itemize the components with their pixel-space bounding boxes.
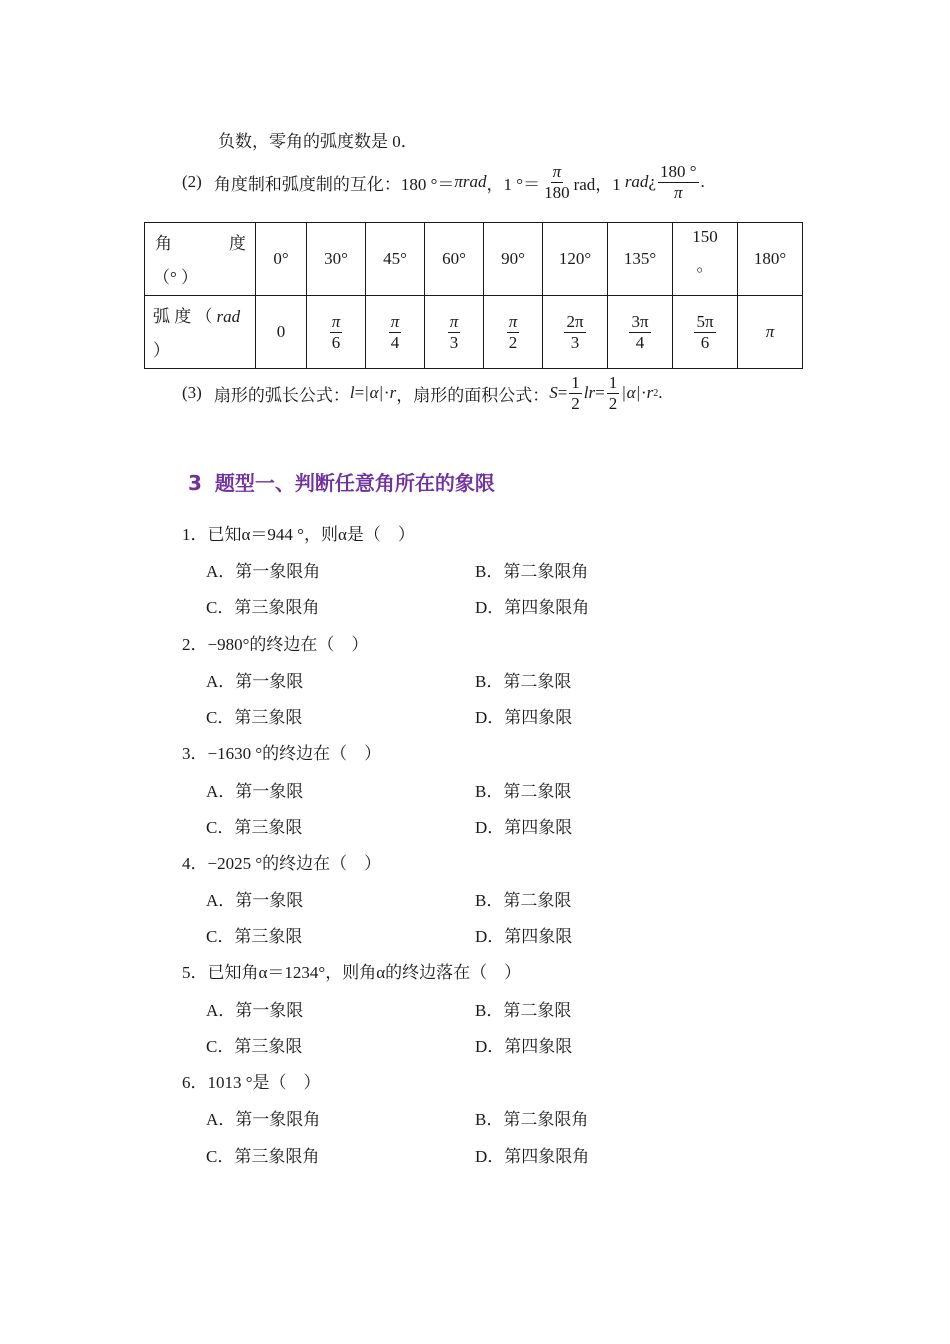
- abs-bar: |: [379, 383, 383, 403]
- radian-cell: π: [738, 296, 803, 369]
- frac-numerator: 180 °: [659, 162, 697, 181]
- frac-denominator: 3: [449, 332, 459, 352]
- frac-numerator: 2π: [566, 311, 584, 331]
- var-alpha: α: [369, 383, 379, 403]
- option-d[interactable]: D．第四象限: [475, 1037, 573, 1056]
- radian-header-paren: ）: [153, 341, 170, 360]
- dot-operator: ·: [383, 383, 390, 403]
- conversion-text: 角度制和弧度制的互化：180 °＝: [213, 174, 455, 194]
- degree-cell: 0°: [256, 223, 307, 296]
- option-a[interactable]: A．第一象限: [206, 782, 304, 801]
- degree-cell: 180°: [738, 223, 803, 296]
- var-l: l: [349, 383, 355, 403]
- degree-cell: 135°: [608, 223, 673, 296]
- frac-numerator: π: [508, 311, 518, 331]
- conversion-comma: ，1 °＝: [486, 174, 541, 194]
- intro-line: 负数，零角的弧度数是 0．: [218, 132, 418, 151]
- degree-cell: 30°: [307, 223, 366, 296]
- degree-cell: 60°: [425, 223, 484, 296]
- radian-cell: [484, 296, 543, 369]
- frac-numerator: π: [552, 162, 562, 181]
- degree-cell: 45°: [366, 223, 425, 296]
- question-stem: 2．−980°的终边在（ ）: [182, 635, 369, 654]
- frac-numerator: 1: [571, 373, 580, 392]
- radian-header: [145, 296, 256, 369]
- degree-radian-table: [144, 222, 803, 369]
- frac-denominator: 2: [508, 332, 518, 352]
- option-b[interactable]: B．第二象限: [475, 891, 572, 910]
- degree-header: [145, 223, 256, 296]
- var-lr: lr: [583, 383, 596, 403]
- option-c[interactable]: C．第三象限: [206, 708, 303, 727]
- abs-bar: |: [622, 383, 626, 403]
- item-label: (3): [182, 383, 202, 403]
- option-a[interactable]: A．第一象限: [206, 672, 304, 691]
- option-d[interactable]: D．第四象限: [475, 708, 573, 727]
- radian-row: [145, 296, 803, 369]
- abs-bar: |: [636, 383, 640, 403]
- radian-header-unit: rad: [216, 307, 241, 326]
- frac-denominator: 180: [544, 182, 570, 202]
- one-half: [569, 374, 582, 413]
- arc-length-label: 扇形的弧长公式：: [213, 385, 350, 405]
- frac-numerator: 3π: [631, 311, 649, 331]
- degree-cell: 90°: [484, 223, 543, 296]
- degree-cell: [673, 223, 738, 296]
- option-d[interactable]: D．第四象限角: [475, 1147, 590, 1166]
- pi-rad: πrad: [454, 172, 487, 192]
- header-char: 度: [229, 234, 246, 253]
- question-stem: 1．已知α＝944 °，则α是（ ）: [182, 525, 415, 544]
- question-stem: 4．−2025 °的终边在（ ）: [182, 854, 382, 873]
- exponent: 2: [653, 387, 659, 399]
- sector-formulas: [182, 374, 663, 413]
- frac-numerator: π: [331, 311, 341, 331]
- option-b[interactable]: B．第二象限角: [475, 562, 589, 581]
- equals: =: [557, 383, 568, 403]
- section-title: 题型一、判断任意角所在的象限: [214, 471, 495, 495]
- frac-denominator: π: [674, 182, 683, 202]
- area-label: ，扇形的面积公式：: [396, 385, 550, 405]
- one-half: [607, 374, 620, 413]
- radian-cell: [608, 296, 673, 369]
- weird-char: ¿: [648, 172, 656, 192]
- section-heading: [188, 467, 495, 496]
- var-alpha: α: [626, 383, 636, 403]
- frac-numerator: π: [390, 311, 400, 331]
- option-d[interactable]: D．第四象限: [475, 927, 573, 946]
- option-c[interactable]: C．第三象限: [206, 818, 303, 837]
- var-r: r: [646, 383, 654, 403]
- frac-denominator: 2: [571, 393, 580, 413]
- 180-over-pi: [658, 163, 699, 202]
- frac-numerator: 5π: [696, 311, 714, 331]
- frac-numerator: π: [449, 311, 459, 331]
- option-b[interactable]: B．第二象限: [475, 672, 572, 691]
- radian-cell: [673, 296, 738, 369]
- degree-row: [145, 223, 803, 296]
- formula-end: .: [658, 383, 663, 403]
- frac-denominator: 6: [331, 332, 341, 352]
- radian-cell: [366, 296, 425, 369]
- rad-text-2: rad: [624, 172, 649, 192]
- option-c[interactable]: C．第三象限角: [206, 598, 320, 617]
- section-number: 3: [188, 471, 202, 495]
- option-b[interactable]: B．第二象限: [475, 782, 572, 801]
- option-a[interactable]: A．第一象限角: [206, 562, 321, 581]
- abs-bar: |: [365, 383, 369, 403]
- question-stem: 5．已知角α＝1234°，则角α的终边落在（ ）: [182, 963, 522, 982]
- radian-cell: 0: [256, 296, 307, 369]
- degree-symbol: 。: [696, 256, 714, 275]
- option-d[interactable]: D．第四象限: [475, 818, 573, 837]
- frac-numerator: 1: [608, 373, 618, 392]
- equals: =: [595, 383, 605, 403]
- option-c[interactable]: C．第三象限: [206, 927, 303, 946]
- var-S: S: [549, 383, 558, 403]
- var-r: r: [389, 383, 397, 403]
- radian-cell: [425, 296, 484, 369]
- option-d[interactable]: D．第四象限角: [475, 598, 590, 617]
- radian-cell: [307, 296, 366, 369]
- option-a[interactable]: A．第一象限: [206, 1001, 304, 1020]
- frac-denominator: 4: [390, 332, 400, 352]
- header-unit: （° ）: [153, 268, 199, 287]
- radian-header-label: 弧 度 （: [153, 307, 213, 326]
- header-char: 角: [155, 234, 172, 253]
- equals: =: [354, 383, 365, 403]
- option-c[interactable]: C．第三象限角: [206, 1147, 320, 1166]
- formula-end: .: [700, 172, 705, 192]
- degree-value: 150: [692, 227, 718, 246]
- option-a[interactable]: A．第一象限角: [206, 1110, 321, 1129]
- option-b[interactable]: B．第二象限: [475, 1001, 572, 1020]
- frac-denominator: 3: [570, 332, 580, 352]
- rad-text-1: rad，1: [573, 174, 621, 194]
- option-a[interactable]: A．第一象限: [206, 891, 304, 910]
- radian-cell: [543, 296, 608, 369]
- frac-denominator: 4: [635, 332, 645, 352]
- frac-denominator: 2: [608, 393, 618, 413]
- degree-cell: 120°: [543, 223, 608, 296]
- dot-operator: ·: [640, 383, 647, 403]
- pi-over-180: [542, 163, 572, 202]
- option-b[interactable]: B．第二象限角: [475, 1110, 589, 1129]
- question-stem: 3．−1630 °的终边在（ ）: [182, 744, 382, 763]
- question-stem: 6．1013 °是（ ）: [182, 1073, 321, 1092]
- conversion-formula: [182, 163, 705, 202]
- option-c[interactable]: C．第三象限: [206, 1037, 303, 1056]
- radian-header-text: [153, 302, 240, 327]
- item-label: (2): [182, 172, 202, 192]
- frac-denominator: 6: [700, 332, 710, 352]
